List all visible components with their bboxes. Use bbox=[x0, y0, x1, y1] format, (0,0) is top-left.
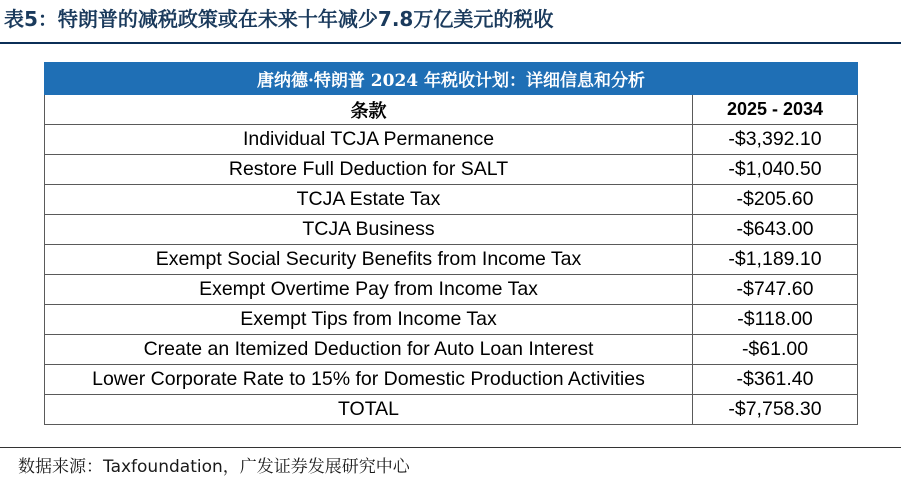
table-row bbox=[45, 275, 858, 305]
row-value: -$747.60 bbox=[693, 275, 858, 305]
row-value: -$1,040.50 bbox=[693, 155, 858, 185]
row-value: -$205.60 bbox=[693, 185, 858, 215]
row-item-label: TCJA Business bbox=[45, 215, 693, 245]
table-row bbox=[45, 185, 858, 215]
row-item-label: Exempt Overtime Pay from Income Tax bbox=[45, 275, 693, 305]
source-note: 数据来源：Taxfoundation，广发证券发展研究中心 bbox=[18, 457, 410, 477]
row-value: -$361.40 bbox=[693, 365, 858, 395]
row-value: -$1,189.10 bbox=[693, 245, 858, 275]
figure-title: 表5：特朗普的减税政策或在未来十年减少7.8万亿美元的税收 bbox=[4, 7, 554, 31]
table-banner: 唐纳德·特朗普 2024 年税收计划：详细信息和分析 bbox=[45, 63, 858, 95]
table-row bbox=[45, 365, 858, 395]
row-item-label: Exempt Social Security Benefits from Income Tax bbox=[45, 245, 693, 275]
table-row bbox=[45, 155, 858, 185]
column-header-period: 2025 - 2034 bbox=[693, 95, 858, 125]
table-row bbox=[45, 305, 858, 335]
title-divider bbox=[0, 42, 901, 44]
tax-plan-table bbox=[44, 62, 858, 425]
row-value: -$643.00 bbox=[693, 215, 858, 245]
total-value: -$7,758.30 bbox=[693, 395, 858, 425]
row-value: -$61.00 bbox=[693, 335, 858, 365]
row-item-label: Lower Corporate Rate to 15% for Domestic Production Activities bbox=[45, 365, 693, 395]
total-label: TOTAL bbox=[45, 395, 693, 425]
row-item-label: Individual TCJA Permanence bbox=[45, 125, 693, 155]
table-row bbox=[45, 125, 858, 155]
row-item-label: Restore Full Deduction for SALT bbox=[45, 155, 693, 185]
table-banner-row bbox=[45, 63, 858, 95]
table-total-row bbox=[45, 395, 858, 425]
table-row bbox=[45, 245, 858, 275]
table-row bbox=[45, 215, 858, 245]
row-value: -$118.00 bbox=[693, 305, 858, 335]
table-row bbox=[45, 335, 858, 365]
row-value: -$3,392.10 bbox=[693, 125, 858, 155]
row-item-label: Create an Itemized Deduction for Auto Loan Interest bbox=[45, 335, 693, 365]
row-item-label: Exempt Tips from Income Tax bbox=[45, 305, 693, 335]
row-item-label: TCJA Estate Tax bbox=[45, 185, 693, 215]
table-header-row bbox=[45, 95, 858, 125]
source-divider bbox=[0, 447, 901, 448]
tax-plan-table-container bbox=[44, 62, 857, 425]
column-header-item: 条款 bbox=[45, 95, 693, 125]
